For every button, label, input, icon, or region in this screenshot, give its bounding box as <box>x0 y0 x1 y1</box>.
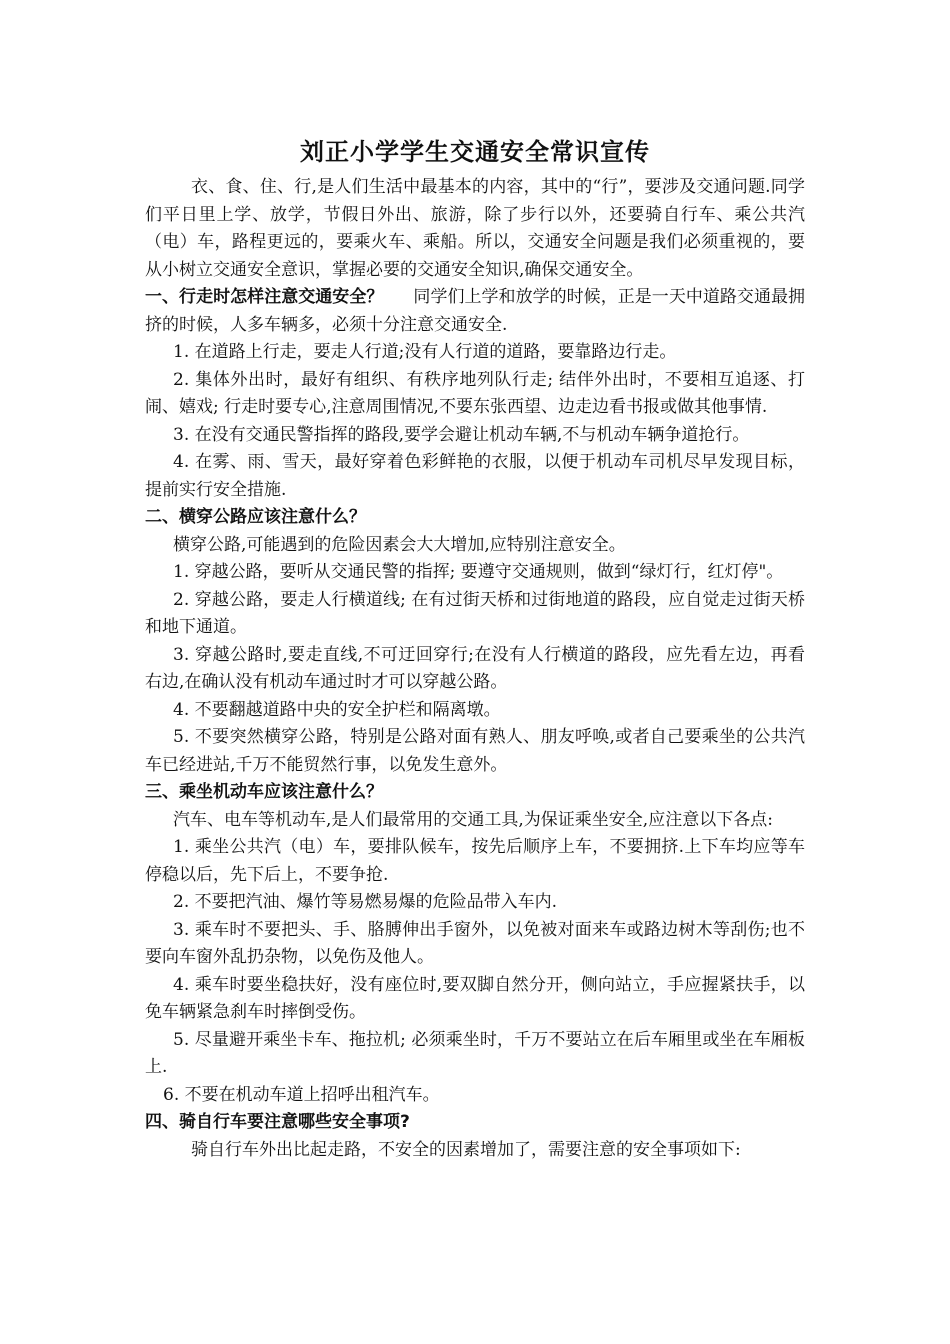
intro-paragraph: 衣、食、住、行,是人们生活中最基本的内容，其中的“行”，要涉及交通问题.同学们平日里上学、放学，节假日外出、旅游，除了步行以外，还要骑自行车、乘公共汽（电）车，路程更远的，要乘火车、乘船。所以，交通安全问题是我们必须重视的，要从小树立交通安全意识，掌握必要的交通安全知识,确保交通安全。 <box>145 177 805 280</box>
page-title: 刘正小学学生交通安全常识宣传 <box>300 138 650 166</box>
list-item: 1. 在道路上行走，要走人行道;没有人行道的道路，要靠路边行走。 <box>173 342 677 362</box>
section-lead: 骑自行车外出比起走路，不安全的因素增加了，需要注意的安全事项如下: <box>191 1139 741 1160</box>
list-item: 1. 乘坐公共汽（电）车，要排队候车，按先后顺序上车，不要拥挤.上下车均应等车停稳以后，先下后上，不要争抢. <box>145 837 805 885</box>
list-item: 3. 在没有交通民警指挥的路段,要学会避让机动车辆,不与机动车辆争道抢行。 <box>173 424 750 445</box>
list-item: 1. 穿越公路，要听从交通民警的指挥; 要遵守交通规则，做到“绿灯行，红灯停"。 <box>173 562 784 582</box>
section-lead: 汽车、电车等机动车,是人们最常用的交通工具,为保证乘坐安全,应注意以下各点: <box>173 809 773 830</box>
list-item: 5. 不要突然横穿公路，特别是公路对面有熟人、朋友呼唤,或者自己要乘坐的公共汽车已经进站,千万不能贸然行事，以免发生意外。 <box>145 727 805 775</box>
list-item: 2. 不要把汽油、爆竹等易燃易爆的危险品带入车内. <box>173 892 558 912</box>
section-heading: 二、横穿公路应该注意什么？ <box>145 507 366 527</box>
section-lead: 同学们上学和放学的时候，正是一天中道路交通最拥挤的时候，人多车辆多，必须十分注意交通安全. <box>145 287 806 335</box>
list-item: 4. 在雾、雨、雪天，最好穿着色彩鲜艳的衣服，以便于机动车司机尽早发现目标，提前实行安全措施. <box>145 452 805 500</box>
list-item: 6. 不要在机动车道上招呼出租汽车。 <box>163 1084 440 1105</box>
section-heading: 三、乘坐机动车应该注意什么？ <box>145 782 383 802</box>
list-item: 2. 穿越公路，要走人行横道线; 在有过街天桥和过街地道的路段，应自觉走过街天桥和地下通道。 <box>145 589 805 637</box>
list-item: 3. 乘车时不要把头、手、胳膊伸出手窗外，以免被对面来车或路边树木等刮伤;也不要向车窗外乱扔杂物，以免伤及他人。 <box>145 919 805 967</box>
list-item: 5. 尽量避开乘坐卡车、拖拉机; 必须乘坐时，千万不要站立在后车厢里或坐在车厢板上. <box>145 1029 805 1077</box>
list-item: 3. 穿越公路时,要走直线,不可迂回穿行;在没有人行横道的路段，应先看左边，再看右边,在确认没有机动车通过时才可以穿越公路。 <box>145 644 805 692</box>
section-lead: 横穿公路,可能遇到的危险因素会大大增加,应特别注意安全。 <box>173 534 626 555</box>
section-heading: 四、骑自行车要注意哪些安全事项? <box>145 1112 410 1132</box>
list-item: 4. 乘车时要坐稳扶好，没有座位时,要双脚自然分开，侧向站立，手应握紧扶手，以免车辆紧急刹车时摔倒受伤。 <box>145 974 805 1022</box>
list-item: 4. 不要翻越道路中央的安全护栏和隔离墩。 <box>173 699 501 720</box>
section-1-paragraph <box>145 284 805 339</box>
section-heading: 一、行走时怎样注意交通安全？ <box>145 287 384 307</box>
list-item: 2. 集体外出时，最好有组织、有秩序地列队行走; 结伴外出时，不要相互追逐、打闹、嬉戏; 行走时要专心,注意周围情况,不要东张西望、边走边看书报或做其他事情. <box>145 369 805 417</box>
document-page <box>145 128 805 1164</box>
